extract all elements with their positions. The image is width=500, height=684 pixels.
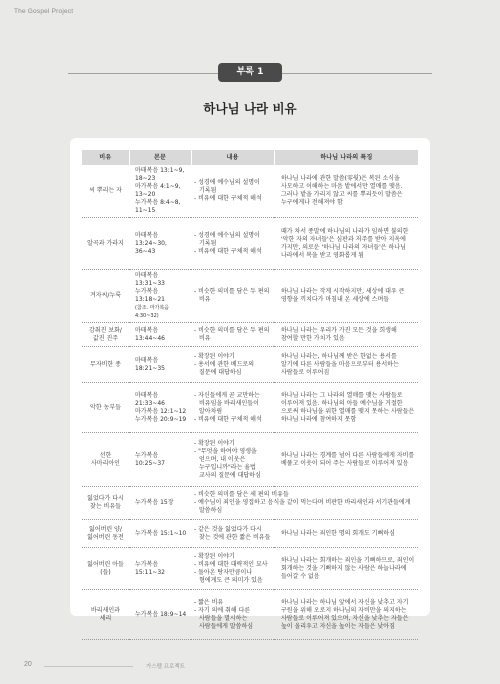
content-cell: [191, 520, 274, 548]
content-cell: [191, 323, 274, 347]
column-header-content: 내용: [191, 150, 274, 165]
passage-cell: [129, 383, 191, 433]
content-item: - 비슷한 의미를 담은 두 편의 비유: [194, 288, 271, 304]
content-item: - 자기 의에 취해 다른 사람들을 멸시하는 사람들에게 말씀하심: [194, 607, 271, 631]
parable-name: 바리새인과 세리: [82, 590, 129, 640]
content-item: - 비슷한 의미를 담은 세 편의 비유들: [194, 491, 415, 499]
content-item: - 성경에 예수님의 설명이 기록됨: [194, 232, 271, 248]
content-cell: [191, 218, 274, 270]
column-header-parable: 비유: [82, 150, 129, 165]
table-row: [82, 218, 418, 270]
table-row: [82, 520, 418, 548]
characteristic-cell: 하나님 나라는 죄인한 명의 회개도 기뻐하심: [274, 520, 418, 548]
passage-ref: 누가복음 10:25~37: [135, 451, 165, 467]
content-item: - 비유에 대한 구체적 해석: [194, 248, 271, 256]
parable-name: 무자비한 종: [82, 347, 129, 383]
content-cell: [191, 383, 274, 433]
passage-cell: [129, 270, 191, 323]
content-item: - 예수님이 죄인을 영접하고 음식을 같이 먹는다며 비판한 바리새인과 서기관들에게 말씀하심: [194, 499, 415, 515]
badge-divider-left: [68, 73, 218, 74]
characteristic-cell: 하나님 나라는 우리가 가진 모든 것을 희생해 참여할 만한 가치가 있음: [274, 323, 418, 347]
passage-cell: [129, 218, 191, 270]
parable-name: 잃어버린 아들(들): [82, 548, 129, 590]
table-header-row: [82, 150, 418, 165]
page-title: 하나님 나라 비유: [203, 101, 297, 116]
content-item: - 확장된 이야기: [194, 440, 271, 448]
table-row: [82, 433, 418, 487]
parables-table: [82, 150, 418, 640]
characteristic-cell: 하나님 나라에 관한 말씀(零웟)은 복된 소식을 사모하고 이해하는 마음 밭에서만 열매를 맺음. 그러나 밭을 가리지 않고 씨를 뿌리듯이 말씀은 누구에게나 전해져야 함: [274, 165, 418, 218]
characteristic-cell: 하나님 나라는 작게 시작하지만, 세상에 대우 큰 영향을 끼치다가 마침내 온 세상에 스며들: [274, 270, 418, 323]
passage-cell: [129, 487, 191, 520]
content-item: - 비유에 대한 구체적 해석: [194, 416, 271, 424]
page-number: 20: [24, 661, 32, 668]
passage-ref: 마태복음 13:24~30, 36~43: [135, 231, 167, 255]
content-item: - 확장된 이야기: [194, 353, 271, 361]
parable-name: 선한 사마리아인: [82, 433, 129, 487]
appendix-badge: 부록 1: [218, 63, 282, 82]
badge-divider-right: [282, 73, 432, 74]
parable-name: 악한 농부들: [82, 383, 129, 433]
passage-ref: 누가복음 18:9~14: [135, 610, 187, 618]
footer-label: 가스펠 프로젝트: [146, 664, 185, 670]
table-row: [82, 487, 418, 520]
passage-ref: 마태복음 21:33~46: [135, 391, 165, 407]
passage-ref: 누가복음 13:18~21: [135, 288, 165, 303]
content-item: - "무엇을 하여야 영생을 얻으며, 내 이웃은 누구입니까"라는 율법 교사의 질문에 대답하심: [194, 448, 271, 480]
parable-name: 잃어버린 양/잃어버린 동전: [82, 520, 129, 548]
characteristic-cell: 때가 차서 종말에 하나님의 나라가 임하면 불의한 '악한 자의 자녀들'은 심판과 저주를 받아 지옥에 가지만, 의로운 '하나님 나라의 자녀들'은 하나님 나라에서 복을 받고 영화롭게 됨: [274, 218, 418, 270]
content-cell: [191, 270, 274, 323]
content-item: - 비유에 대한 대략적인 묘사: [194, 561, 271, 569]
content-cell: [191, 433, 274, 487]
table-row: [82, 323, 418, 347]
column-header-passage: 본문: [129, 150, 191, 165]
passage-ref: 마태복음 13:1~9, 18~23: [135, 167, 185, 182]
content-item: - 돌아온 탕자만큼이나 형에게도 큰 의미가 있음: [194, 569, 271, 585]
characteristic-cell: 하나님 나라는 하나님 앞에서 자신을 낮추고 자기 구원을 위해 오로지 하나님의 자비만을 의지하는 사람들로 이루어져 있으며, 자신을 낮추는 자들은 높이 올리우고 자신을 높이는 자들은 낮아짐: [274, 590, 418, 640]
content-cell: [191, 347, 274, 383]
parable-name: 알곡과 가라지: [82, 218, 129, 270]
column-header-characteristic: 하나님 나라의 특징: [274, 150, 418, 165]
passage-cell: [129, 590, 191, 640]
characteristic-cell: 하나님 나라는 경계를 넘어 다른 사람들에게 자비를 베풀고 이웃이 되어 주는 사람들로 이루어져 있음: [274, 433, 418, 487]
content-item: - 비유에 대한 구체적 해석: [194, 195, 271, 203]
passage-ref: 누가복음 20:9~19: [135, 415, 187, 423]
content-item: - 성경에 예수님의 설명이 기록됨: [194, 179, 271, 195]
passage-cell: [129, 548, 191, 590]
passage-ref: (참조. 마가복음 4:30~32): [135, 305, 170, 319]
running-header: The Gospel Project: [14, 8, 74, 15]
passage-cell: [129, 165, 191, 218]
content-item: - 같은 것을 잃었다가 다시 찾는 것에 관한 짧은 비유들: [194, 526, 271, 542]
passage-ref: 마가복음 4:1~9, 13~20: [135, 183, 181, 198]
content-cell: [191, 165, 274, 218]
passage-cell: [129, 323, 191, 347]
passage-ref: 마태복음 13:31~33: [135, 272, 165, 287]
content-item: - 용서에 관한 베드로의 질문에 대답하심: [194, 361, 271, 377]
characteristic-cell: 하나님 나라는, 하나님께 받은 한없는 용서를 알기에 다른 사람들을 마음으로부터 용서하는 사람들로 이루어짐: [274, 347, 418, 383]
content-item: - 짧은 비유: [194, 599, 271, 607]
content-cell: [191, 487, 418, 520]
parable-name: 씨 뿌리는 자: [82, 165, 129, 218]
passage-ref: 누가복음 15장: [135, 499, 174, 506]
passage-ref: 누가복음 15:11~32: [135, 560, 165, 576]
content-cell: [191, 548, 274, 590]
table-row: [82, 270, 418, 323]
passage-cell: [129, 520, 191, 548]
passage-ref: 마태복음 18:21~35: [135, 356, 165, 372]
footer-divider: [44, 666, 133, 667]
characteristic-cell: 하나님 나라는 그 나라의 열매를 맺는 사람들로 이루어져 있음. 하나님의 아들 예수님을 거절한 으로써 하나님을 위한 열매를 맺지 못하는 사람들은 하나님 나라에 참여하지 못함: [274, 383, 418, 433]
content-item: - 비슷한 의미를 담은 두 편의 비유: [194, 327, 271, 343]
table-row: [82, 590, 418, 640]
passage-ref: 마태복음 13:44~46: [135, 326, 165, 342]
table-row: [82, 383, 418, 433]
passage-ref: 마가복음 12:1~12: [135, 407, 187, 415]
passage-ref: 누가복음 8:4~8, 11~15: [135, 199, 181, 214]
parable-name: 잃었다가 다시 찾는 비유들: [82, 487, 129, 520]
characteristic-cell: 하나님 나라는 회개하는 죄인을 기뻐하므로, 죄인이 회개하는 것을 기뻐하지 않는 사람은 하늘나라에 들어갈 수 없음: [274, 548, 418, 590]
table-row: [82, 548, 418, 590]
table-row: [82, 165, 418, 218]
content-cell: [191, 590, 274, 640]
content-item: - 확장된 이야기: [194, 553, 271, 561]
passage-cell: [129, 347, 191, 383]
parable-name: 감춰진 보화/값진 진주: [82, 323, 129, 347]
passage-ref: 누가복음 15:1~10: [135, 529, 187, 537]
table-row: [82, 347, 418, 383]
content-item: - 자신들에게 곧 교만하는 비유임을 바리새인들이 알아차림: [194, 392, 271, 416]
passage-cell: [129, 433, 191, 487]
parable-name: 겨자씨/누룩: [82, 270, 129, 323]
